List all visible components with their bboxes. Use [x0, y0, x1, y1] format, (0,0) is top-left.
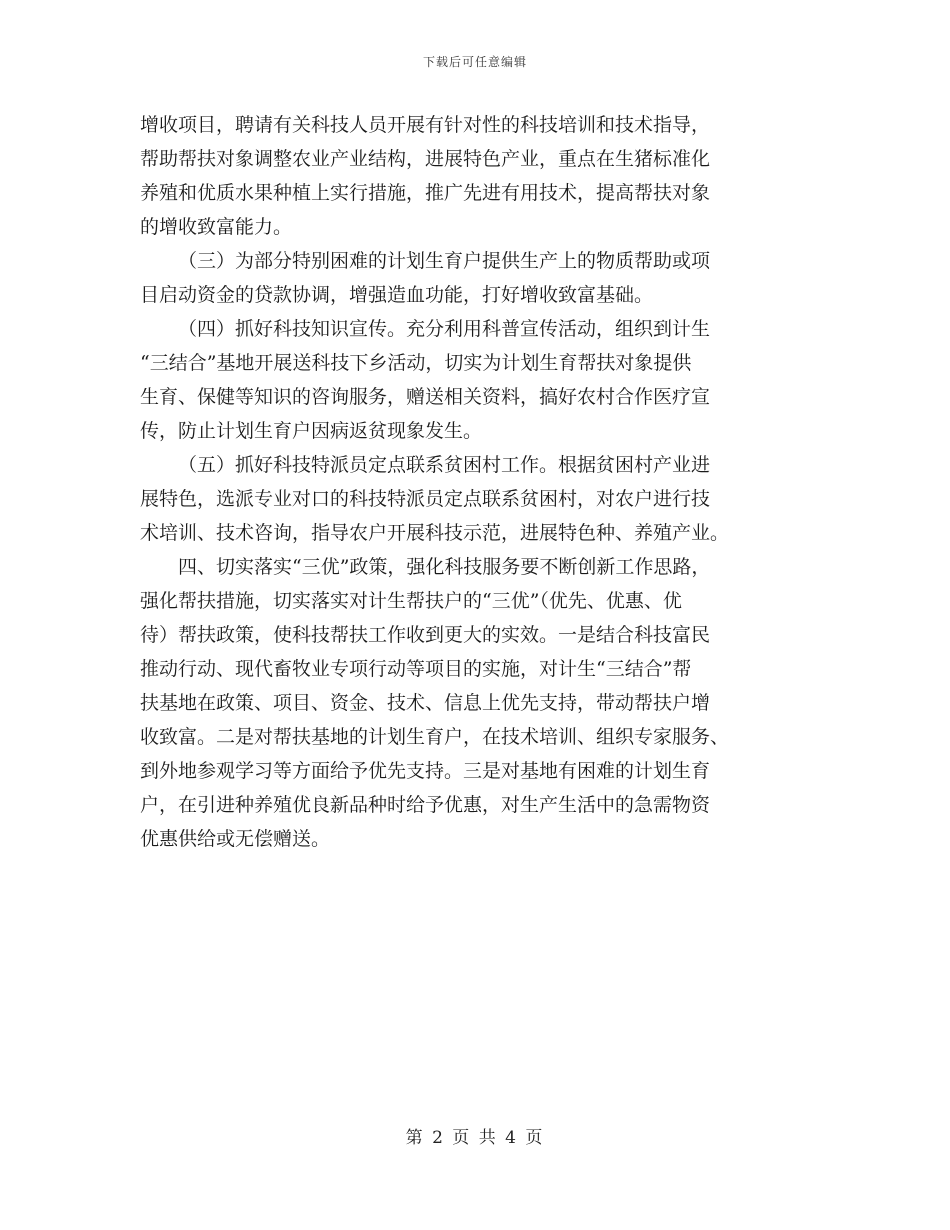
- text-line: 生育、保健等知识的咨询服务，赠送相关资料，搞好农村合作医疗宣: [140, 386, 711, 408]
- text-line: 传，防止计划生育户因病返贫现象发生。: [140, 420, 483, 442]
- text-line: 强化帮扶措施，切实落实对计生帮扶户的“三优”（优先、优惠、优: [140, 590, 682, 612]
- paragraph: [140, 244, 815, 312]
- text-line: 待）帮扶政策，使科技帮扶工作收到更大的实效。一是结合科技富民: [140, 624, 711, 646]
- text-line: 到外地参观学习等方面给予优先支持。三是对基地有困难的计划生育: [140, 760, 711, 782]
- text-line: 术培训、技术咨询，指导农户开展科技示范，进展特色种、养殖产业。: [140, 522, 730, 544]
- page-header-note: 下载后可任意编辑: [422, 55, 527, 69]
- text-line: 户，在引进种养殖优良新品种时给予优惠，对生产生活中的急需物资: [140, 794, 711, 816]
- text-line: （四）抓好科技知识宣传。充分利用科普宣传活动，组织到计生: [178, 318, 711, 340]
- text-line: 帮助帮扶对象调整农业产业结构，进展特色产业，重点在生猪标准化: [140, 148, 711, 170]
- text-line: 展特色，选派专业对口的科技特派员定点联系贫困村，对农户进行技: [140, 488, 711, 510]
- text-line: 增收项目，聘请有关科技人员开展有针对性的科技培训和技术指导，: [140, 114, 711, 136]
- text-line: 优惠供给或无偿赠送。: [140, 828, 331, 850]
- paragraph: [140, 108, 815, 244]
- paragraph: [140, 550, 815, 856]
- text-line: 目启动资金的贷款协调，增强造血功能，打好增收致富基础。: [140, 284, 654, 306]
- text-line: 养殖和优质水果种植上实行措施，推广先进有用技术，提高帮扶对象: [140, 182, 711, 204]
- text-line: （三）为部分特别困难的计划生育户提供生产上的物质帮助或项: [178, 250, 711, 272]
- text-line: 收致富。二是对帮扶基地的计划生育户，在技术培训、组织专家服务、: [140, 726, 730, 748]
- text-line: 四、切实落实“三优”政策，强化科技服务要不断创新工作思路，: [178, 556, 711, 578]
- document-body: [140, 108, 815, 856]
- text-line: 的增收致富能力。: [140, 216, 293, 238]
- text-line: （五）抓好科技特派员定点联系贫困村工作。根据贫困村产业进: [178, 454, 711, 476]
- text-line: 推动行动、现代畜牧业专项行动等项目的实施，对计生“三结合”帮: [140, 658, 692, 680]
- text-line: “三结合”基地开展送科技下乡活动，切实为计划生育帮扶对象提供: [140, 352, 692, 374]
- page-number-footer: 第 2 页 共 4 页: [405, 1128, 545, 1148]
- paragraph: [140, 312, 815, 448]
- paragraph: [140, 448, 815, 550]
- text-line: 扶基地在政策、项目、资金、技术、信息上优先支持，带动帮扶户增: [140, 692, 711, 714]
